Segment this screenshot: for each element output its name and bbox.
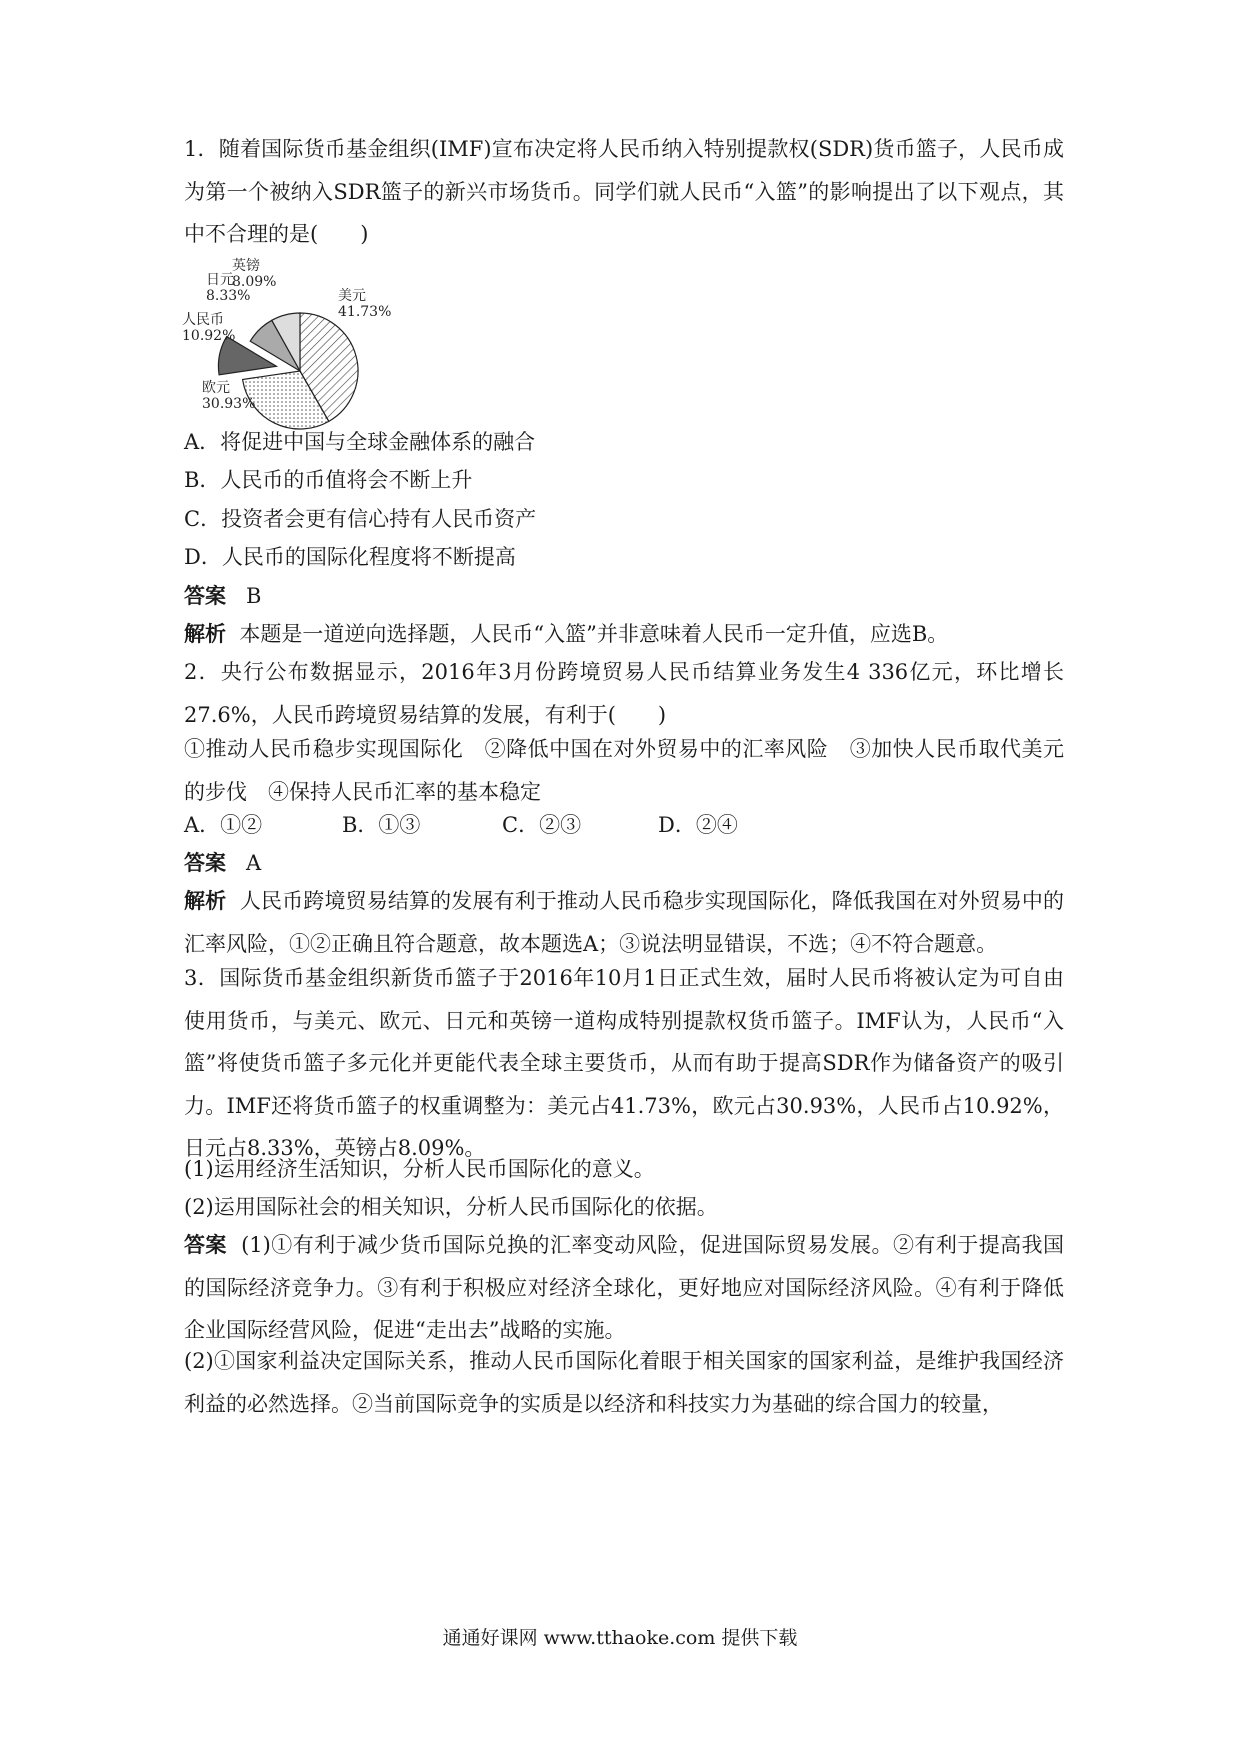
q2-items: ①推动人民币稳步实现国际化 ②降低中国在对外贸易中的汇率风险 ③加快人民币取代美元的步伐 ④保持人民币汇率的基本稳定 <box>184 737 1064 804</box>
q3-answer-1-text: (1)①有利于减少货币国际兑换的汇率变动风险，促进国际贸易发展。②有利于提高我国的国际经济竞争力。③有利于积极应对经济全球化，更好地应对国际经济风险。④有利于降低企业国际经营风险，促进“走出去”战略的实施。 <box>184 1233 1064 1342</box>
pie-value-usd: 41.73% <box>338 304 392 320</box>
q2-answer-value: A <box>246 851 262 875</box>
pie-label-gbp: 英镑 <box>232 258 260 274</box>
q3-answer-label: 答案 <box>184 1232 227 1257</box>
pie-value-jpy: 8.33% <box>206 288 251 304</box>
q3-answer-1 <box>184 1224 1064 1352</box>
q3-sub-question-2: (2)运用国际社会的相关知识，分析人民币国际化的依据。 <box>184 1195 718 1219</box>
q1-option-c: C．投资者会更有信心持有人民币资产 <box>184 507 537 531</box>
q3-sub-question-1: (1)运用经济生活知识，分析人民币国际化的意义。 <box>184 1157 655 1181</box>
q1-answer-value: B <box>246 584 262 608</box>
pie-value-gbp: 8.09% <box>232 274 277 290</box>
q1-analysis <box>184 613 1064 656</box>
q1-answer-label: 答案 <box>184 583 226 608</box>
q1-option-d: D．人民币的国际化程度将不断提高 <box>184 545 516 569</box>
q3-answer-2: (2)①国家利益决定国际关系，推动人民币国际化着眼于相关国家的国家利益，是维护我国经济利益的必然选择。②当前国际竞争的实质是以经济和科技实力为基础的综合国力的较量， <box>184 1349 1064 1416</box>
q1-stem: 1．随着国际货币基金组织(IMF)宣布决定将人民币纳入特别提款权(SDR)货币篮子，人民币成为第一个被纳入SDR篮子的新兴市场货币。同学们就人民币“入篮”的影响提出了以下观点，其中不合理的是( ) <box>184 137 1064 246</box>
q2-answer <box>184 842 261 884</box>
q2-stem: 2．央行公布数据显示，2016年3月份跨境贸易人民币结算业务发生4 336亿元，环比增长27.6%，人民币跨境贸易结算的发展，有利于( ) <box>184 660 1064 727</box>
q3-stem: 3．国际货币基金组织新货币篮子于2016年10月1日正式生效，届时人民币将被认定为可自由使用货币，与美元、欧元、日元和英镑一道构成特别提款权货币篮子。IMF认为，人民币“入篮”将使货币篮子多元化并更能代表全球主要货币，从而有助于提高SDR作为储备资产的吸引力。IMF还将货币篮子的权重调整为：美元占41.73%，欧元占30.93%，人民币占10.92%，日元占8.33%，英镑占8.09%。 <box>184 966 1064 1160</box>
pie-value-cny: 10.92% <box>182 328 236 344</box>
pie-value-eur: 30.93% <box>202 396 256 412</box>
q2-option-c: C．②③ <box>502 813 582 837</box>
q2-analysis-label: 解析 <box>184 888 227 913</box>
pie-label-eur: 欧元 <box>202 380 230 396</box>
pie-label-usd: 美元 <box>338 288 366 304</box>
q1-answer <box>184 575 261 617</box>
q1-option-b: B．人民币的币值将会不断上升 <box>184 468 473 492</box>
q2-option-d: D．②④ <box>658 813 738 837</box>
q1-option-a: A．将促进中国与全球金融体系的融合 <box>184 430 536 454</box>
q2-answer-label: 答案 <box>184 850 226 875</box>
q2-option-a: A．①② <box>184 813 263 837</box>
q2-option-b: B．①③ <box>342 813 421 837</box>
q2-analysis-text: 人民币跨境贸易结算的发展有利于推动人民币稳步实现国际化，降低我国在对外贸易中的汇率风险，①②正确且符合题意，故本题选A；③说法明显错误，不选；④不符合题意。 <box>184 889 1065 956</box>
page-footer: 通通好课网 www.tthaoke.com 提供下载 <box>442 1627 798 1649</box>
q2-analysis <box>184 880 1064 965</box>
q1-analysis-label: 解析 <box>184 621 226 646</box>
pie-label-jpy: 日元 <box>206 272 234 288</box>
q1-analysis-text: 本题是一道逆向选择题，人民币“入篮”并非意味着人民币一定升值，应选B。 <box>239 622 949 646</box>
pie-label-cny: 人民币 <box>182 312 224 328</box>
